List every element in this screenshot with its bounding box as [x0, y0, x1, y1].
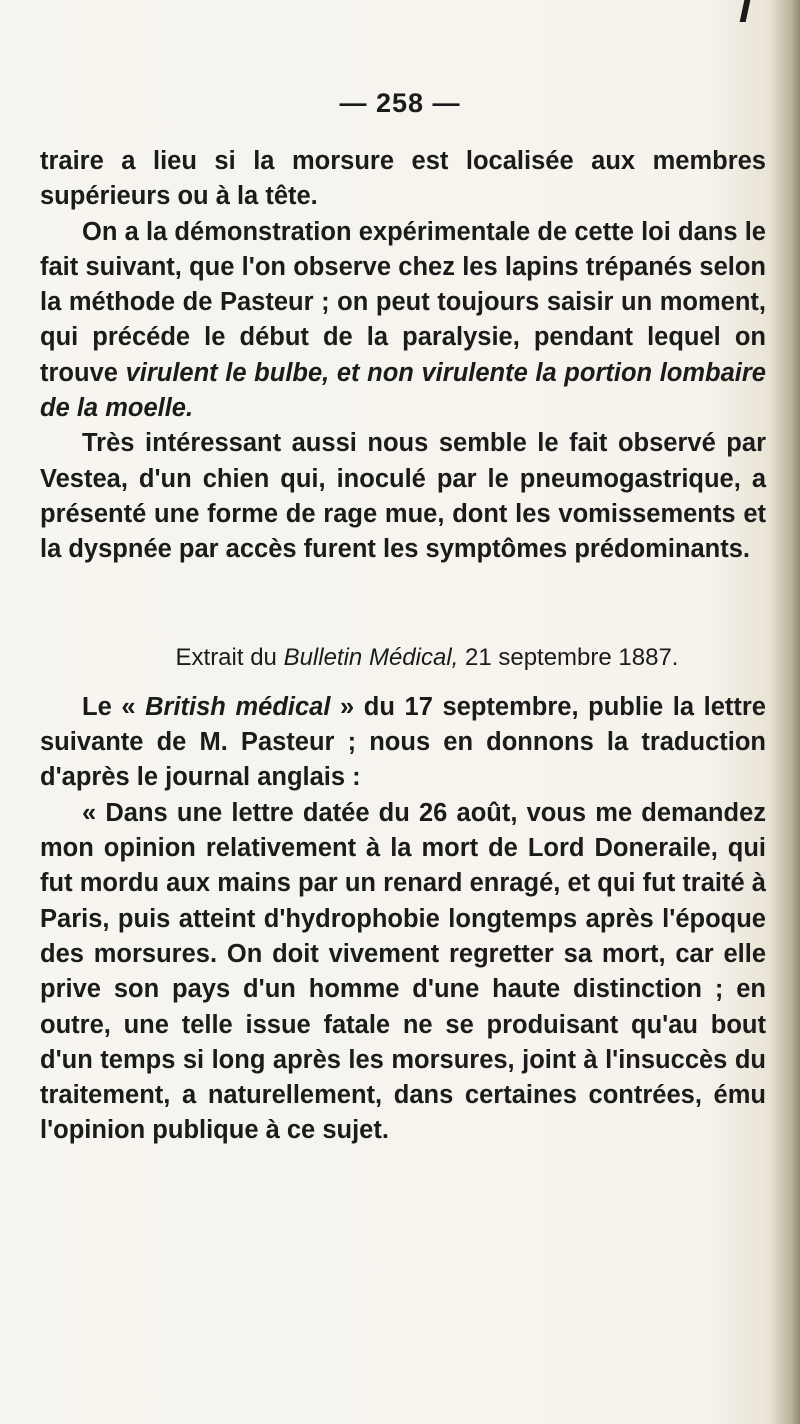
extract-publication: Bulletin Médical,	[283, 643, 459, 671]
paragraph-4-prefix: Le «	[82, 692, 146, 721]
paragraph-1: traire a lieu si la morsure est localisée aux membres supérieurs ou à la tête.	[40, 147, 766, 211]
paragraph-2-text: On a la démonstration expérimentale de cette loi dans le fait suivant, que l'on observe chez les lapins trépanés selon la méthode de Pasteur ; on peut toujours saisir un moment, qui précéde le début de la paralysie, pendant lequel on trouve	[40, 217, 766, 387]
paragraph-4-journal: British médical	[145, 692, 331, 721]
body-text	[40, 144, 766, 1149]
paragraph-5: « Dans une lettre datée du 26 août, vous me demandez mon opinion relativement à la mort de Lord Doneraile, qui fut mordu aux mains par un renard enragé, et qui fut traité à Paris, puis atteint d'hydrophobie longtemps après l'époque des morsures. On doit vivement regretter sa mort, car elle prive son pays d'un homme d'une haute distinction ; en outre, une telle issue fatale ne se produisant qu'au bout d'un temps si long après les morsures, joint à l'insuccès du traitement, a naturellement, dans certaines contrées, ému l'opinion publique à ce sujet.	[40, 798, 766, 1145]
ink-mark	[740, 0, 751, 22]
paragraph-3: Très intéressant aussi nous semble le fait observé par Vestea, d'un chien qui, inoculé par le pneumogastrique, a présenté une forme de rage mue, dont les vomissements et la dyspnée par accès furent les symptômes prédominants.	[40, 429, 766, 564]
paragraph-2	[40, 215, 766, 427]
page-number: — 258 —	[339, 88, 461, 118]
extract-prefix: Extrait du	[175, 643, 284, 671]
paragraph-4	[40, 690, 766, 796]
paragraph-2-italic: virulent le bulbe, et non virulente la portion lombaire de la moelle.	[40, 358, 766, 423]
paragraph-4-suffix: » du 17 septembre, publie la lettre suivante de M. Pasteur ; nous en donnons la traduction d'après le journal anglais :	[40, 692, 766, 792]
page-edge-shadow	[770, 0, 800, 1424]
extract-date: 21 septembre 1887.	[458, 643, 679, 671]
extract-source-line	[40, 640, 766, 675]
